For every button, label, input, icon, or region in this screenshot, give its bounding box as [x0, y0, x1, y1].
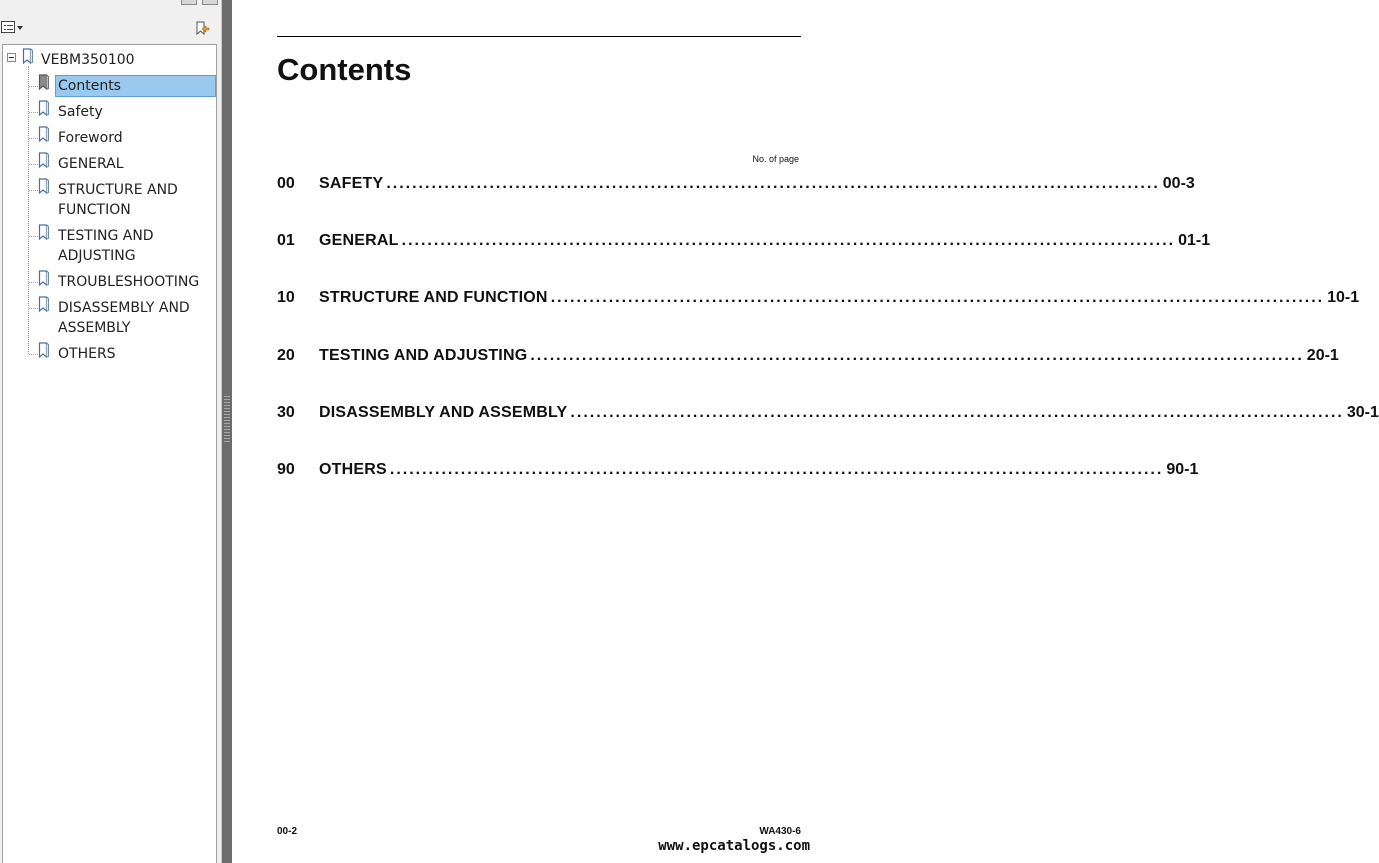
bookmark-item-foreword[interactable]: Foreword — [58, 130, 123, 146]
toc-section-title: STRUCTURE AND FUNCTION — [319, 289, 548, 306]
page-title: Contents — [277, 52, 412, 87]
document-page — [232, 0, 1379, 863]
toc-section-title: TESTING AND ADJUSTING — [319, 347, 528, 364]
toc-section-number: 90 — [277, 461, 295, 478]
toc-entry[interactable] — [277, 175, 1195, 197]
bookmark-item-troubleshooting[interactable]: TROUBLESHOOTING — [58, 274, 200, 290]
bookmark-root-label[interactable]: VEBM350100 — [41, 52, 135, 68]
page-footer-model: WA430-6 — [759, 826, 801, 837]
collapse-toggle-icon[interactable] — [7, 53, 16, 62]
page-footer-number: 00-2 — [277, 826, 298, 837]
tree-connector-line — [29, 190, 38, 191]
bookmark-icon — [38, 178, 50, 195]
bookmark-icon — [38, 126, 50, 143]
toc-page-number: 00-3 — [1162, 175, 1195, 192]
expand-bookmark-icon[interactable] — [193, 20, 211, 38]
panel-minimize-icon[interactable] — [181, 0, 197, 5]
toc-entry[interactable] — [277, 347, 1339, 369]
bookmark-icon — [38, 100, 50, 117]
bookmark-item-others[interactable]: OTHERS — [58, 346, 116, 362]
bookmark-item-testing-and-adjusting[interactable]: ADJUSTING — [58, 248, 136, 264]
splitter-grip[interactable] — [224, 396, 230, 444]
tree-connector-line — [29, 86, 38, 87]
bookmark-icon — [38, 270, 50, 287]
bookmarks-toolbar — [0, 0, 222, 42]
bookmark-icon — [22, 48, 34, 65]
toc-entry[interactable] — [277, 232, 1211, 254]
bookmark-item-structure-and-function[interactable]: FUNCTION — [58, 202, 131, 218]
toc-entry[interactable] — [277, 404, 1379, 426]
bookmark-item-testing-and-adjusting[interactable]: TESTING AND — [58, 228, 154, 244]
toc-leader-dots: ........................................................................................................................ — [389, 461, 1164, 478]
tree-connector-line — [29, 138, 38, 139]
toc-entry[interactable] — [277, 289, 1360, 311]
toc-leader-dots: ........................................................................................................................ — [530, 347, 1304, 364]
page-number-column-header: No. of page — [752, 154, 799, 164]
watermark-text: www.epcatalogs.com — [658, 838, 810, 854]
toc-section-number: 00 — [277, 175, 295, 192]
toc-section-title: SAFETY — [319, 175, 384, 192]
panel-close-icon[interactable] — [202, 0, 218, 5]
tree-connector-line — [29, 236, 38, 237]
toc-section-number: 30 — [277, 404, 295, 421]
bookmark-item-disassembly-and-assembly[interactable]: DISASSEMBLY AND — [58, 300, 190, 316]
bookmark-icon — [38, 296, 50, 313]
bookmark-icon — [38, 74, 50, 91]
bookmark-icon — [38, 224, 50, 241]
tree-connector-line — [29, 354, 38, 355]
bookmark-icon — [38, 152, 50, 169]
bookmark-item-contents[interactable]: Contents — [56, 76, 215, 96]
toc-leader-dots: ........................................................................................................................ — [570, 404, 1344, 421]
toc-page-number: 20-1 — [1306, 347, 1339, 364]
toc-page-number: 30-1 — [1346, 404, 1379, 421]
toc-section-title: GENERAL — [319, 232, 399, 249]
toc-section-number: 01 — [277, 232, 295, 249]
toc-leader-dots: ........................................................................................................................ — [401, 232, 1176, 249]
bookmark-item-disassembly-and-assembly[interactable]: ASSEMBLY — [58, 320, 131, 336]
options-menu-icon[interactable] — [1, 19, 25, 37]
bookmark-item-safety[interactable]: Safety — [58, 104, 103, 120]
panel-splitter[interactable] — [222, 0, 232, 863]
header-rule — [277, 36, 801, 37]
tree-connector-line — [29, 282, 38, 283]
toc-section-number: 20 — [277, 347, 295, 364]
bookmark-item-general[interactable]: GENERAL — [58, 156, 124, 172]
bookmarks-panel — [0, 0, 222, 863]
toc-section-number: 10 — [277, 289, 295, 306]
toc-entry[interactable] — [277, 461, 1199, 483]
toc-page-number: 01-1 — [1178, 232, 1211, 249]
tree-connector-line — [28, 66, 29, 354]
toc-leader-dots: ........................................................................................................................ — [386, 175, 1160, 192]
tree-connector-line — [29, 112, 38, 113]
toc-page-number: 10-1 — [1327, 289, 1360, 306]
toc-leader-dots: ........................................................................................................................ — [550, 289, 1325, 306]
tree-connector-line — [29, 164, 38, 165]
bookmark-item-structure-and-function[interactable]: STRUCTURE AND — [58, 182, 178, 198]
toc-section-title: OTHERS — [319, 461, 387, 478]
toc-page-number: 90-1 — [1166, 461, 1199, 478]
bookmark-icon — [38, 342, 50, 359]
tree-connector-line — [29, 308, 38, 309]
toc-section-title: DISASSEMBLY AND ASSEMBLY — [319, 404, 568, 421]
